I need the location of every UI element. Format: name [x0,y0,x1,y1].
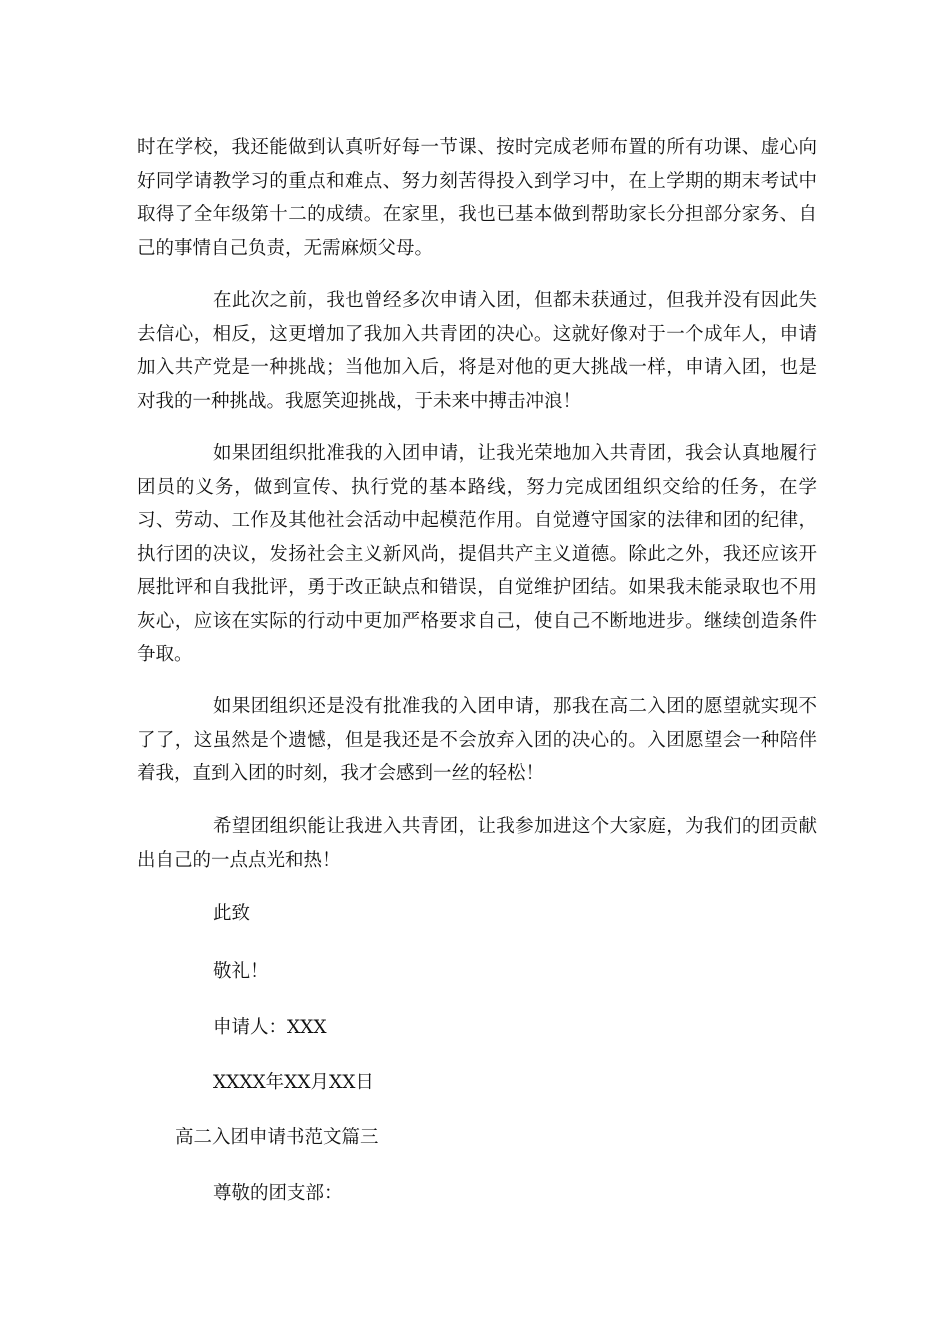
salute-line: 敬礼！ [213,961,269,982]
paragraph-if-not-approved: 如果团组织还是没有批准我的入团申请，那我在高二入团的愿望就实现不了了，这虽然是个遗憾，但是我还是不会放弃入团的决心的。入团愿望会一种陪伴着我，直到入团的时刻，我才会感到一丝的轻松！ [137,696,817,784]
paragraph-member-duties: 如果团组织批准我的入团申请，让我光荣地加入共青团，我会认真地履行团员的义务，做到宣传、执行党的基本路线，努力完成团组织交给的任务，在学习、劳动、工作及其他社会活动中起模范作用。自觉遵守国家的法律和团的纪律，执行团的决议，发扬社会主义新风尚，提倡共产主义道德。除此之外，我还应该开展批评和自我批评，勇于改正缺点和错误，自觉维护团结。如果我未能录取也不用灰心，应该在实际的行动中更加严格要求自己，使自己不断地进步。继续创造条件争取。 [137,443,817,665]
closing-line: 此致 [213,903,251,924]
paragraph-hope: 希望团组织能让我进入共青团，让我参加进这个大家庭，为我们的团贡献出自己的一点点光和热！ [137,816,817,871]
greeting-line: 尊敬的团支部： [213,1183,343,1204]
paragraph-previous-applications: 在此次之前，我也曾经多次申请入团，但都未获通过，但我并没有因此失去信心，相反，这更增加了我加入共青团的决心。这就好像对于一个成年人，申请加入共产党是一种挑战；当他加入后，将是对他的更大挑战一样，申请入团，也是对我的一种挑战。我愿笑迎挑战，于未来中搏击冲浪！ [137,290,817,412]
section-title: 高二入团申请书范文篇三 [175,1127,379,1148]
paragraph-school-and-home: 时在学校，我还能做到认真听好每一节课、按时完成老师布置的所有功课、虚心向好同学请教学习的重点和难点、努力刻苦得投入到学习中，在上学期的期末考试中取得了全年级第十二的成绩。在家里，我也已基本做到帮助家长分担部分家务、自己的事情自己负责，无需麻烦父母。 [137,137,817,259]
date-line: XXXX年XX月XX日 [213,1072,374,1093]
applicant-line: 申请人：XXX [213,1017,327,1038]
